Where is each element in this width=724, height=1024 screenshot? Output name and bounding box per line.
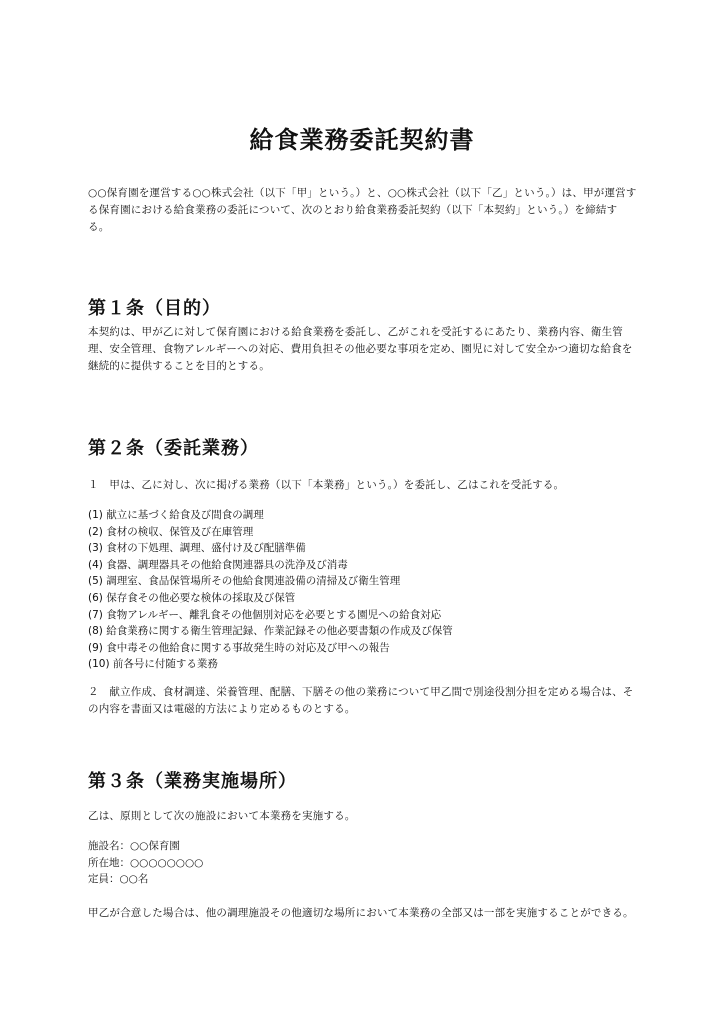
facility-capacity: 定員：○○名 (88, 873, 149, 886)
article3-body: 乙は、原則として次の施設において本業務を実施する。 (88, 810, 356, 822)
list-item: (3) 食材の下処理、調理、盛付け及び配膳準備 (88, 542, 306, 555)
article3-body2: 甲乙が合意した場合は、他の調理施設その他適切な場所において本業務の全部又は一部を実施することができる。 (88, 907, 634, 919)
list-item: (1) 献立に基づく給食及び間食の調理 (88, 509, 264, 521)
list-item: (6) 保存食その他必要な検体の採取及び保管 (88, 591, 296, 604)
article2-clause2: ２ 献立作成、食材調達、栄養管理、配膳、下膳その他の業務について甲乙間で別途役割分担を定める場合は、その内容を書面又は電磁的方法により定めるものとする。 (88, 686, 634, 715)
article2-clause1: １ 甲は、乙に対し、次に掲げる業務（以下「本業務」という。）を委託し、乙はこれを受託する。 (88, 479, 565, 491)
list-item: (9) 食中毒その他給食に関する事故発生時の対応及び甲への報告 (88, 641, 390, 654)
article2-item-list (88, 507, 638, 673)
list-item: (5) 調理室、食品保管場所その他給食関連設備の清掃及び衛生管理 (88, 575, 401, 588)
article1-body: 本契約は、甲が乙に対して保育園における給食業務を委託し、乙がこれを受託するにあたり、業務内容、衛生管理、安全管理、食物アレルギーへの対応、費用負担その他必要な事項を定め、園児に対して安全かつ適切な給食を継続的に提供することを目的とする。 (88, 326, 633, 372)
article3-heading: 第３条（業務実施場所） (88, 771, 297, 792)
list-item: (2) 食材の検収、保管及び在庫管理 (88, 525, 254, 538)
list-item: (8) 給食業務に関する衛生管理記録、作業記録その他必要書類の作成及び保管 (88, 625, 453, 638)
document-title: 給食業務委託契約書 (249, 126, 475, 154)
article1-heading: 第１条（目的） (88, 298, 221, 319)
list-item: (10) 前各号に付随する業務 (88, 658, 218, 671)
preamble-text: ○○保育園を運営する○○株式会社（以下「甲」という。）と、○○株式会社（以下「乙」という。）は、甲が運営する保育園における給食業務の委託について、次のとおり給食業務委託契約（以下「本契約」という。）を締結する。 (88, 187, 637, 233)
list-item: (4) 食器、調理器具その他給食関連器具の洗浄及び消毒 (88, 558, 348, 571)
list-item: (7) 食物アレルギー、離乳食その他個別対応を必要とする園児への給食対応 (88, 608, 442, 621)
facility-address: 所在地：○○○○○○○○ (88, 856, 204, 869)
facility-name: 施設名：○○保育園 (88, 840, 180, 852)
facility-info (88, 838, 203, 888)
article2-heading: 第２条（委託業務） (88, 438, 259, 459)
